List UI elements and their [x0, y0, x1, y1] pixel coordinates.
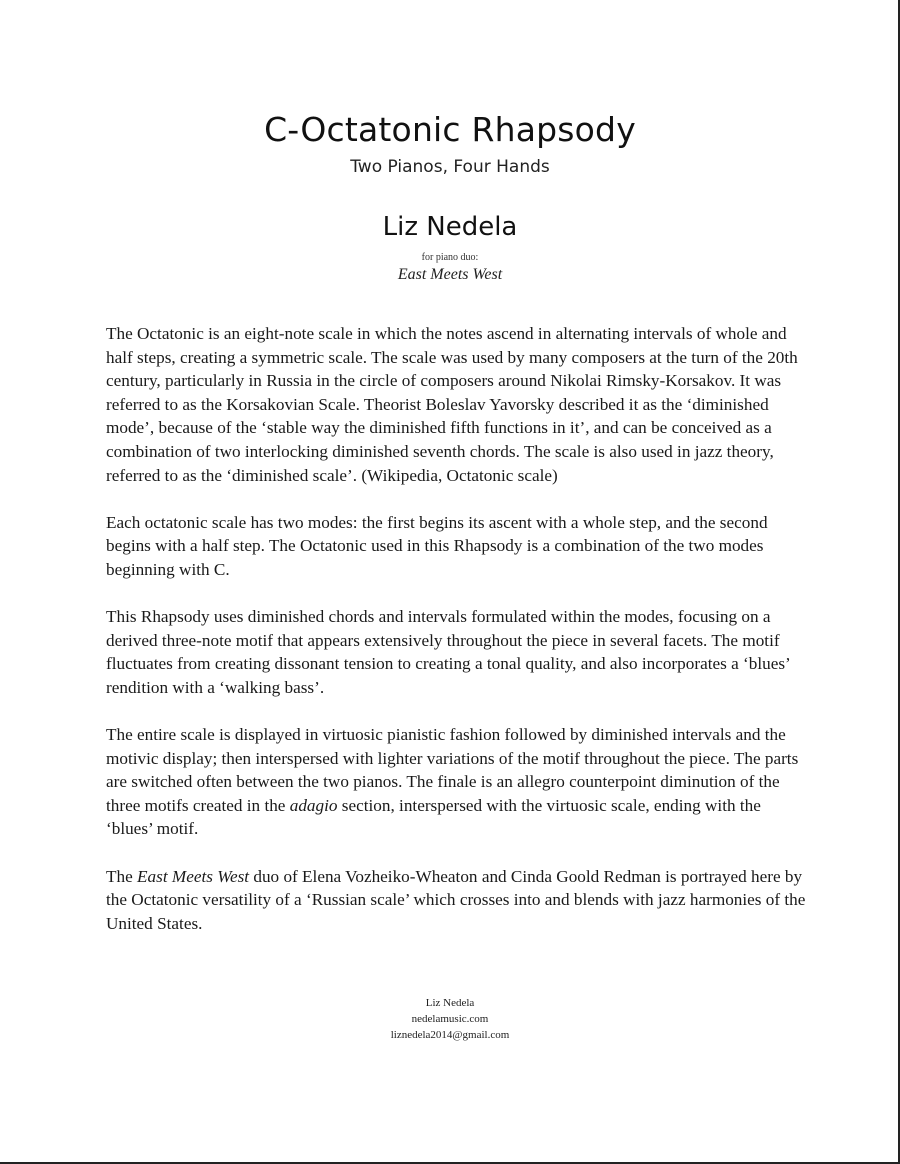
program-notes [106, 322, 806, 959]
paragraph-structure [106, 723, 806, 841]
paragraph-structure-italic: adagio [289, 795, 338, 815]
piece-subtitle: Two Pianos, Four Hands [350, 157, 550, 177]
paragraph-modes: Each octatonic scale has two modes: the first begins its ascent with a whole step, and the second begins with a half step. The Octatonic used in this Rhapsody is a combination of the two modes beginning with C. [106, 512, 768, 579]
paragraph-motif: This Rhapsody uses diminished chords and intervals formulated within the modes, focusing on a derived three-note motif that appears extensively throughout the piece in several facets. The motif fluctuates from creating dissonant tension to creating a tonal quality, and also incorporates a ‘blues’ rendition with a ‘walking bass’. [106, 607, 790, 697]
paragraph-structure-text-2: section, interspersed with the virtuosic scale, ending with the ‘blues’ motif. [106, 795, 761, 839]
paragraph-duo-text-1: The [106, 866, 138, 886]
footer-name: Liz Nedela [425, 997, 475, 1009]
contact-footer [0, 995, 900, 1043]
composer-name: Liz Nedela [382, 212, 518, 242]
paragraph-octatonic-definition: The Octatonic is an eight-note scale in which the notes ascend in alternating intervals of whole and half steps, creating a symmetric scale. The scale was used by many composers at the turn of the 20th century, particularly in Russia in the circle of composers around Nikolai Rimsky-Korsakov. It was referred to as the Korsakovian Scale. Theorist Boleslav Yavorsky described it as the ‘diminished mode’, because of the ‘stable way the diminished fifth functions in it’, and can be conceived as a combination of two interlocking diminished seventh chords. The scale is also used in jazz theory, referred to as the ‘diminished scale’. (Wikipedia, Octatonic scale) [106, 324, 798, 485]
paragraph-duo [106, 865, 806, 936]
paragraph-structure-text-1: The entire scale is displayed in virtuosic pianistic fashion followed by diminished intervals and the motivic display; then interspersed with lighter variations of the motif throughout the piece. The parts are switched often between the two pianos. The finale is an allegro counterpoint diminution of the three motifs created in the [106, 725, 799, 815]
piece-title: C-Octatonic Rhapsody [264, 110, 636, 149]
footer-website: nedelamusic.com [411, 1013, 489, 1025]
ensemble-name: East Meets West [397, 266, 503, 283]
dedication-prefix: for piano duo: [421, 252, 479, 263]
paragraph-duo-italic: East Meets West [137, 866, 250, 886]
footer-email: liznedela2014@gmail.com [390, 1029, 510, 1041]
paragraph-duo-text-2: duo of Elena Vozheiko-Wheaton and Cinda Goold Redman is portrayed here by the Octatonic versatility of a ‘Russian scale’ which crosses into and blends with jazz harmonies of the United States. [106, 866, 806, 933]
